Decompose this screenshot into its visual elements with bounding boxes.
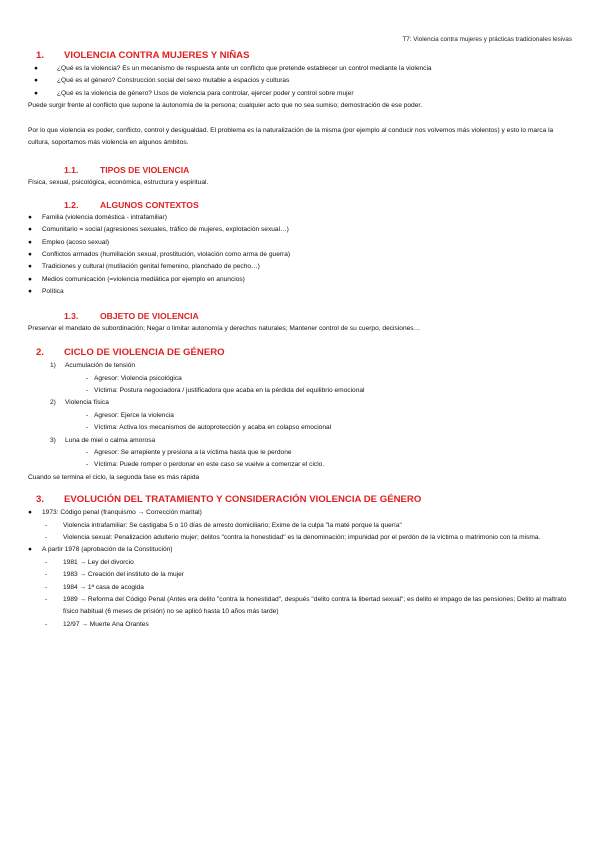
list-item: ● Medios comunicación (=violencia mediática por ejemplo en anuncios) bbox=[28, 275, 245, 283]
paragraph: Puede surgir frente al conflicto que supone la autonomía de la persona; cualquier acto que no sea sumiso; demostración de ese poder. bbox=[28, 102, 423, 110]
list-item: ● 1973: Código penal (franquismo → Corrección marital) bbox=[28, 509, 202, 517]
list-item: ● ¿Qué es el género? Construcción social del sexo mutable a espacios y culturas bbox=[34, 77, 290, 85]
list-item: - Violencia intrafamiliar: Se castigaba 5 o 10 días de arresto domiciliario; Exime de la culpa "la maté porque la quería" bbox=[45, 521, 402, 529]
list-item: ● A partir 1978 (aprobación de la Constitución) bbox=[28, 546, 173, 554]
list-item: - 12/97 → Muerte Ana Orantes bbox=[45, 620, 149, 628]
list-item: - 1981 → Ley del divorcio bbox=[45, 558, 134, 566]
list-item: - 1989 → Reforma del Código Penal (Antes era delito "contra la honestidad", después "delito contra la libertad sexual"; es delito el impago de las pensiones; Delito al maltrato físico habitual (6 meses de prisión) no se aplicó hasta 10 años más tarde) bbox=[45, 596, 567, 616]
section-1-heading bbox=[28, 48, 573, 63]
paragraph: Preservar el mandato de subordinación; Negar o limitar autonomía y derechos naturales; Mantener control de su cuerpo, decisiones… bbox=[28, 324, 421, 332]
section-3-heading: 3. EVOLUCIÓN DEL TRATAMIENTO Y CONSIDERACIÓN VIOLENCIA DE GÉNERO bbox=[36, 494, 422, 506]
section-1-2-heading: 1.2. ALGUNOS CONTEXTOS bbox=[64, 199, 199, 210]
list-item: - Víctima: Activa los mecanismos de autoprotección y acaba en colapso emocional bbox=[86, 424, 332, 432]
list-item: - Agresor: Violencia psicológica bbox=[86, 374, 182, 382]
section-number: 1. bbox=[36, 50, 45, 61]
section-2-heading: 2. CICLO DE VIOLENCIA DE GÉNERO bbox=[36, 347, 225, 359]
section-title: VIOLENCIA CONTRA MUJERES Y NIÑAS bbox=[64, 50, 250, 61]
list-item: - 1984 → 1ª casa de acogida bbox=[45, 583, 144, 591]
list-item: - Violencia sexual: Penalización adulterio mujer; delitos "contra la honestidad" es la denominación; impunidad por el perdón de la víctima o matrimonio con la misma. bbox=[45, 533, 541, 541]
paragraph: Cuando se termina el ciclo, la segunda fase es más rápida bbox=[28, 473, 200, 481]
running-header: T7: Violencia contra mujeres y prácticas tradicionales lesivas bbox=[402, 36, 572, 43]
section-1-3-heading: 1.3. OBJETO DE VIOLENCIA bbox=[64, 310, 199, 321]
list-item: 3) Luna de miel o calma amorosa bbox=[50, 436, 156, 444]
list-item: ● Familia (violencia doméstica - intrafamiliar) bbox=[28, 213, 167, 221]
paragraph: Física, sexual, psicológica, económica, estructura y espiritual. bbox=[28, 179, 209, 187]
list-item: ● Comunitario = social (agresiones sexuales, tráfico de mujeres, explotación sexual…) bbox=[28, 226, 289, 234]
paragraph: Por lo que violencia es poder, conflicto, control y desigualdad. El problema es la naturalización de la misma (por ejemplo al conducir nos volvemos más violentos) y esto lo marca la cultura, soportamos más violencia en algunos ámbitos. bbox=[28, 126, 554, 147]
list-item: ● Conflictos armados (humillación sexual, prostitución, violación como arma de guerra) bbox=[28, 251, 291, 259]
list-item: ● Tradiciones y cultural (mutilación genital femenino, planchado de pecho…) bbox=[28, 263, 260, 271]
section-1-1-heading: 1.1. TIPOS DE VIOLENCIA bbox=[64, 165, 190, 176]
list-item: ● ¿Qué es la violencia? Es un mecanismo de respuesta ante un conflicto que pretende establecer un control mediante la violencia bbox=[34, 65, 432, 72]
document-body bbox=[28, 44, 573, 631]
list-item: - Agresor: Se arrepiente y presiona a la víctima hasta que le perdone bbox=[86, 448, 292, 456]
list-item: - 1983 → Creación del instituto de la mujer bbox=[45, 571, 184, 579]
list-item: - Víctima: Puede romper o perdonar en este caso se vuelve a comenzar el ciclo. bbox=[86, 461, 325, 469]
list-item: ● Empleo (acoso sexual) bbox=[28, 238, 110, 246]
list-item: ● ¿Qué es la violencia de género? Usos de violencia para controlar, ejercer poder y control sobre mujer bbox=[34, 89, 354, 97]
list-item: 1) Acumulación de tensión bbox=[50, 362, 136, 370]
list-item: - Víctima: Postura negociadora / justificadora que acaba en la pérdida del equilibrio emocional bbox=[86, 386, 365, 394]
list-item: ● Política bbox=[28, 288, 64, 296]
list-item: 2) Violencia física bbox=[50, 399, 109, 407]
list-item: - Agresor: Ejerce la violencia bbox=[86, 411, 174, 419]
